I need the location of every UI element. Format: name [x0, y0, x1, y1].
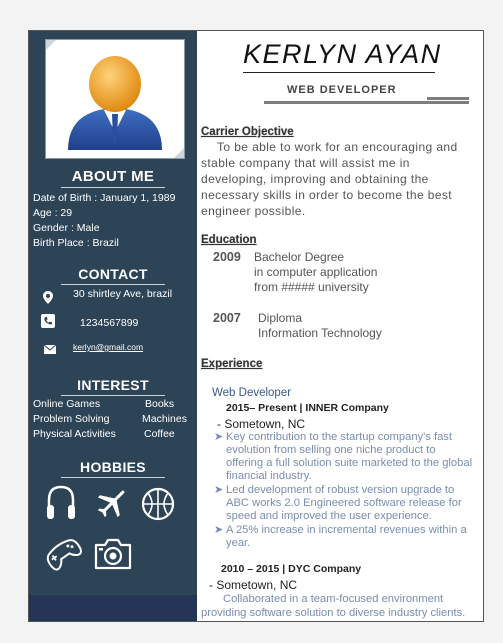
interest-item: Coffee — [144, 428, 175, 440]
sidebar-footer-band — [29, 595, 197, 621]
objective-line: engineer possible. — [201, 204, 306, 218]
address-text: 30 shirtley Ave, brazil — [73, 288, 173, 300]
avatar — [45, 39, 185, 159]
main-content — [197, 31, 483, 621]
job-bullet: ➤ A 25% increase in incremental revenues within a year. — [214, 524, 467, 549]
education-line: Information Technology — [258, 326, 382, 340]
objective-line: To be able to work for an encouraging and — [217, 140, 458, 154]
divider — [61, 477, 165, 478]
education-line: in computer application — [254, 265, 378, 279]
envelope-icon — [44, 345, 56, 354]
resume-page — [28, 30, 484, 622]
interest-item: Machines — [142, 413, 187, 425]
camera-icon — [93, 536, 133, 572]
arrow-bullet-icon: ➤ — [214, 431, 224, 443]
job-title: WEB DEVELOPER — [287, 84, 397, 96]
location-pin-icon — [43, 291, 53, 304]
name-underline — [243, 72, 435, 73]
arrow-bullet-icon: ➤ — [214, 524, 224, 536]
divider — [61, 395, 165, 396]
interest-item: Problem Solving — [33, 413, 110, 425]
interest-item: Books — [145, 398, 175, 410]
sidebar — [29, 31, 197, 621]
job-description-line: Collaborated in a team-focused environment — [223, 593, 444, 605]
email-link[interactable]: kerlyn@gmail.com — [73, 342, 144, 352]
experience-heading: Experience — [201, 358, 263, 370]
objective-heading: Carrier Objective — [201, 126, 294, 138]
job-period: 2015– Present | INNER Company — [226, 402, 389, 414]
interest-item: Online Games — [33, 398, 101, 410]
age-text: Age : 29 — [33, 207, 73, 219]
hobbies-heading: HOBBIES — [80, 459, 146, 475]
about-heading: ABOUT ME — [71, 168, 155, 185]
education-line: from ##### university — [254, 280, 369, 294]
job-bullet: ➤ Led development of robust version upgrade to ABC works 2.0 Engineered software release for speed and improved the user experience. — [214, 484, 462, 522]
interest-heading: INTEREST — [77, 377, 149, 393]
basketball-icon — [140, 485, 176, 523]
arrow-bullet-icon: ➤ — [214, 484, 224, 496]
gender-text: Gender : Male — [33, 222, 100, 234]
interest-item: Physical Activities — [33, 428, 116, 440]
phone-icon — [41, 314, 55, 328]
phone-text: 1234567899 — [80, 317, 139, 329]
birth-place-text: Birth Place : Brazil — [33, 237, 119, 249]
divider — [61, 284, 165, 285]
objective-line: developing, improving and obtaining the — [201, 172, 429, 186]
title-bar-accent — [427, 97, 469, 100]
objective-line: necessary skills in order to become the best — [201, 188, 453, 202]
job-location: - Sometown, NC — [209, 578, 298, 592]
education-year: 2009 — [213, 250, 241, 264]
education-line: Diploma — [258, 311, 303, 325]
game-controller-icon — [43, 534, 83, 572]
airplane-icon — [95, 485, 129, 521]
job-period: 2010 – 2015 | DYC Company — [221, 563, 362, 575]
title-bar — [264, 101, 469, 104]
education-year: 2007 — [213, 311, 241, 325]
contact-heading: CONTACT — [78, 266, 148, 282]
job-bullet: ➤ Key contribution to the startup company's fast evolution from selling one niche product to offering a full solution suite marketed to the global financial industry. — [214, 431, 473, 482]
experience-role: Web Developer — [212, 387, 292, 399]
education-heading: Education — [201, 234, 257, 246]
user-avatar-icon — [46, 40, 184, 158]
job-description-line: providing software solution to diverse industry clients. — [201, 607, 466, 619]
education-line: Bachelor Degree — [254, 250, 345, 264]
headphones-icon — [44, 483, 78, 523]
job-location: - Sometown, NC — [217, 417, 306, 431]
objective-line: stable company that will assist me in — [201, 156, 410, 170]
divider — [61, 187, 165, 188]
dob-text: Date of Birth : January 1, 1989 — [33, 192, 176, 204]
candidate-name: KERLYN AYAN — [243, 39, 442, 69]
